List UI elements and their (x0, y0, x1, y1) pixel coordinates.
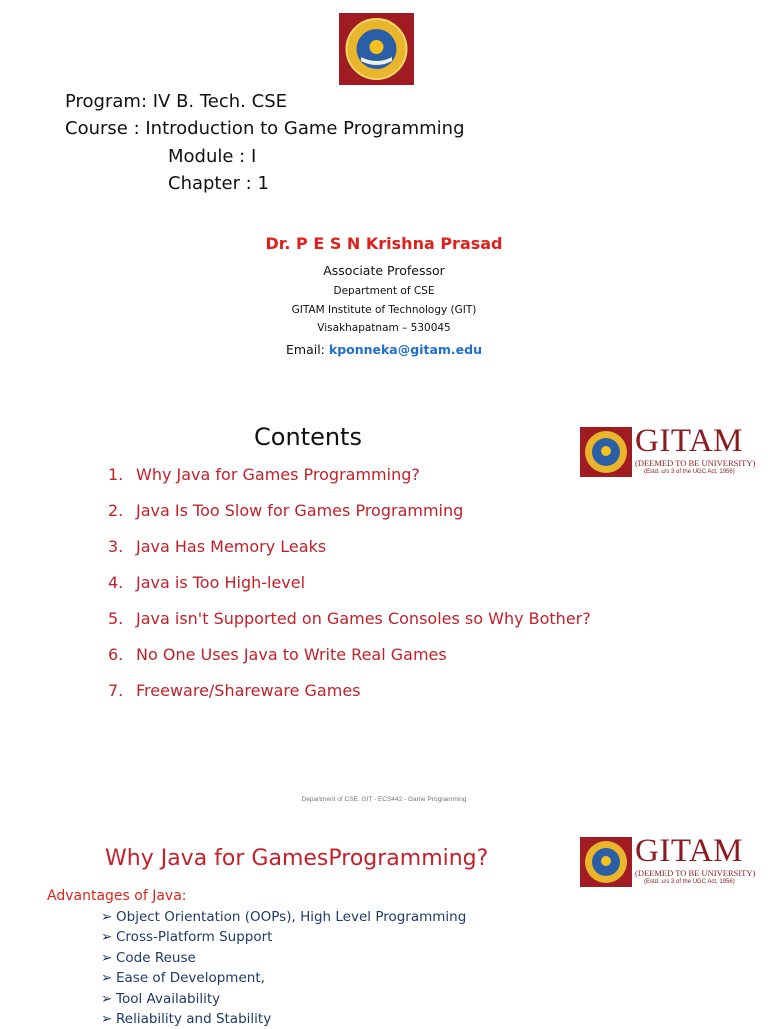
author-department: Department of CSE (333, 285, 435, 297)
list-item: ➢ Code Reuse (101, 949, 196, 966)
arrow-bullet-icon: ➢ (101, 949, 113, 966)
author-designation: Associate Professor (323, 263, 445, 278)
advantages-list (101, 907, 466, 1029)
program-line: Program: IV B. Tech. CSE (65, 91, 287, 112)
author-city: Visakhapatnam – 530045 (317, 322, 451, 334)
contents-title: Contents (254, 423, 362, 451)
arrow-bullet-icon: ➢ (101, 970, 113, 987)
logo-brand: GITAM (635, 423, 744, 459)
email-link[interactable]: kponneka@gitam.edu (328, 342, 482, 357)
logo-estd: (Estd. u/s 3 of the UGC Act, 1956) (644, 469, 735, 475)
logo-brand: GITAM (635, 833, 744, 869)
gitam-seal-logo (339, 13, 414, 85)
arrow-bullet-icon: ➢ (101, 929, 113, 946)
list-item: 3. Java Has Memory Leaks (108, 537, 327, 556)
list-item: ➢ Object Orientation (OOPs), High Level Programming (101, 909, 467, 925)
module-line: Module : I (168, 146, 257, 167)
logo-tagline: (DEEMED TO BE UNIVERSITY) (635, 458, 756, 468)
gitam-logo (580, 423, 760, 481)
arrow-bullet-icon: ➢ (101, 909, 113, 925)
advantages-heading: Advantages of Java: (47, 888, 187, 904)
gitam-seal-icon (580, 837, 632, 887)
author-institute: GITAM Institute of Technology (GIT) (291, 304, 477, 316)
arrow-bullet-icon: ➢ (101, 990, 113, 1007)
list-item: 6. No One Uses Java to Write Real Games (108, 645, 447, 664)
logo-estd: (Estd. u/s 3 of the UGC Act, 1956) (644, 879, 735, 885)
why-java-title: Why Java for GamesProgramming? (105, 846, 489, 871)
chapter-line: Chapter : 1 (168, 173, 269, 194)
slide-footer: Department of CSE, GIT - ECS442 - Game Programming (301, 796, 467, 803)
logo-tagline: (DEEMED TO BE UNIVERSITY) (635, 868, 756, 878)
gitam-logo (580, 833, 760, 891)
arrow-bullet-icon: ➢ (101, 1010, 113, 1027)
list-item: 1. Why Java for Games Programming? (108, 465, 420, 484)
list-item: ➢ Tool Availability (101, 990, 221, 1007)
list-item: 4. Java is Too High-level (108, 573, 306, 592)
contents-list (108, 462, 591, 714)
course-line: Course : Introduction to Game Programming (65, 118, 465, 139)
list-item: 2. Java Is Too Slow for Games Programming (108, 501, 464, 520)
email-row (0, 342, 768, 357)
author-name: Dr. P E S N Krishna Prasad (265, 234, 503, 253)
list-item: ➢ Reliability and Stability (101, 1010, 272, 1027)
list-item: ➢ Cross-Platform Support (101, 929, 273, 946)
list-item: 7. Freeware/Shareware Games (108, 681, 361, 700)
email-label: Email: (286, 342, 329, 357)
list-item: 5. Java isn't Supported on Games Consoles so Why Bother? (108, 609, 591, 628)
list-item: ➢ Ease of Development, (101, 970, 265, 987)
